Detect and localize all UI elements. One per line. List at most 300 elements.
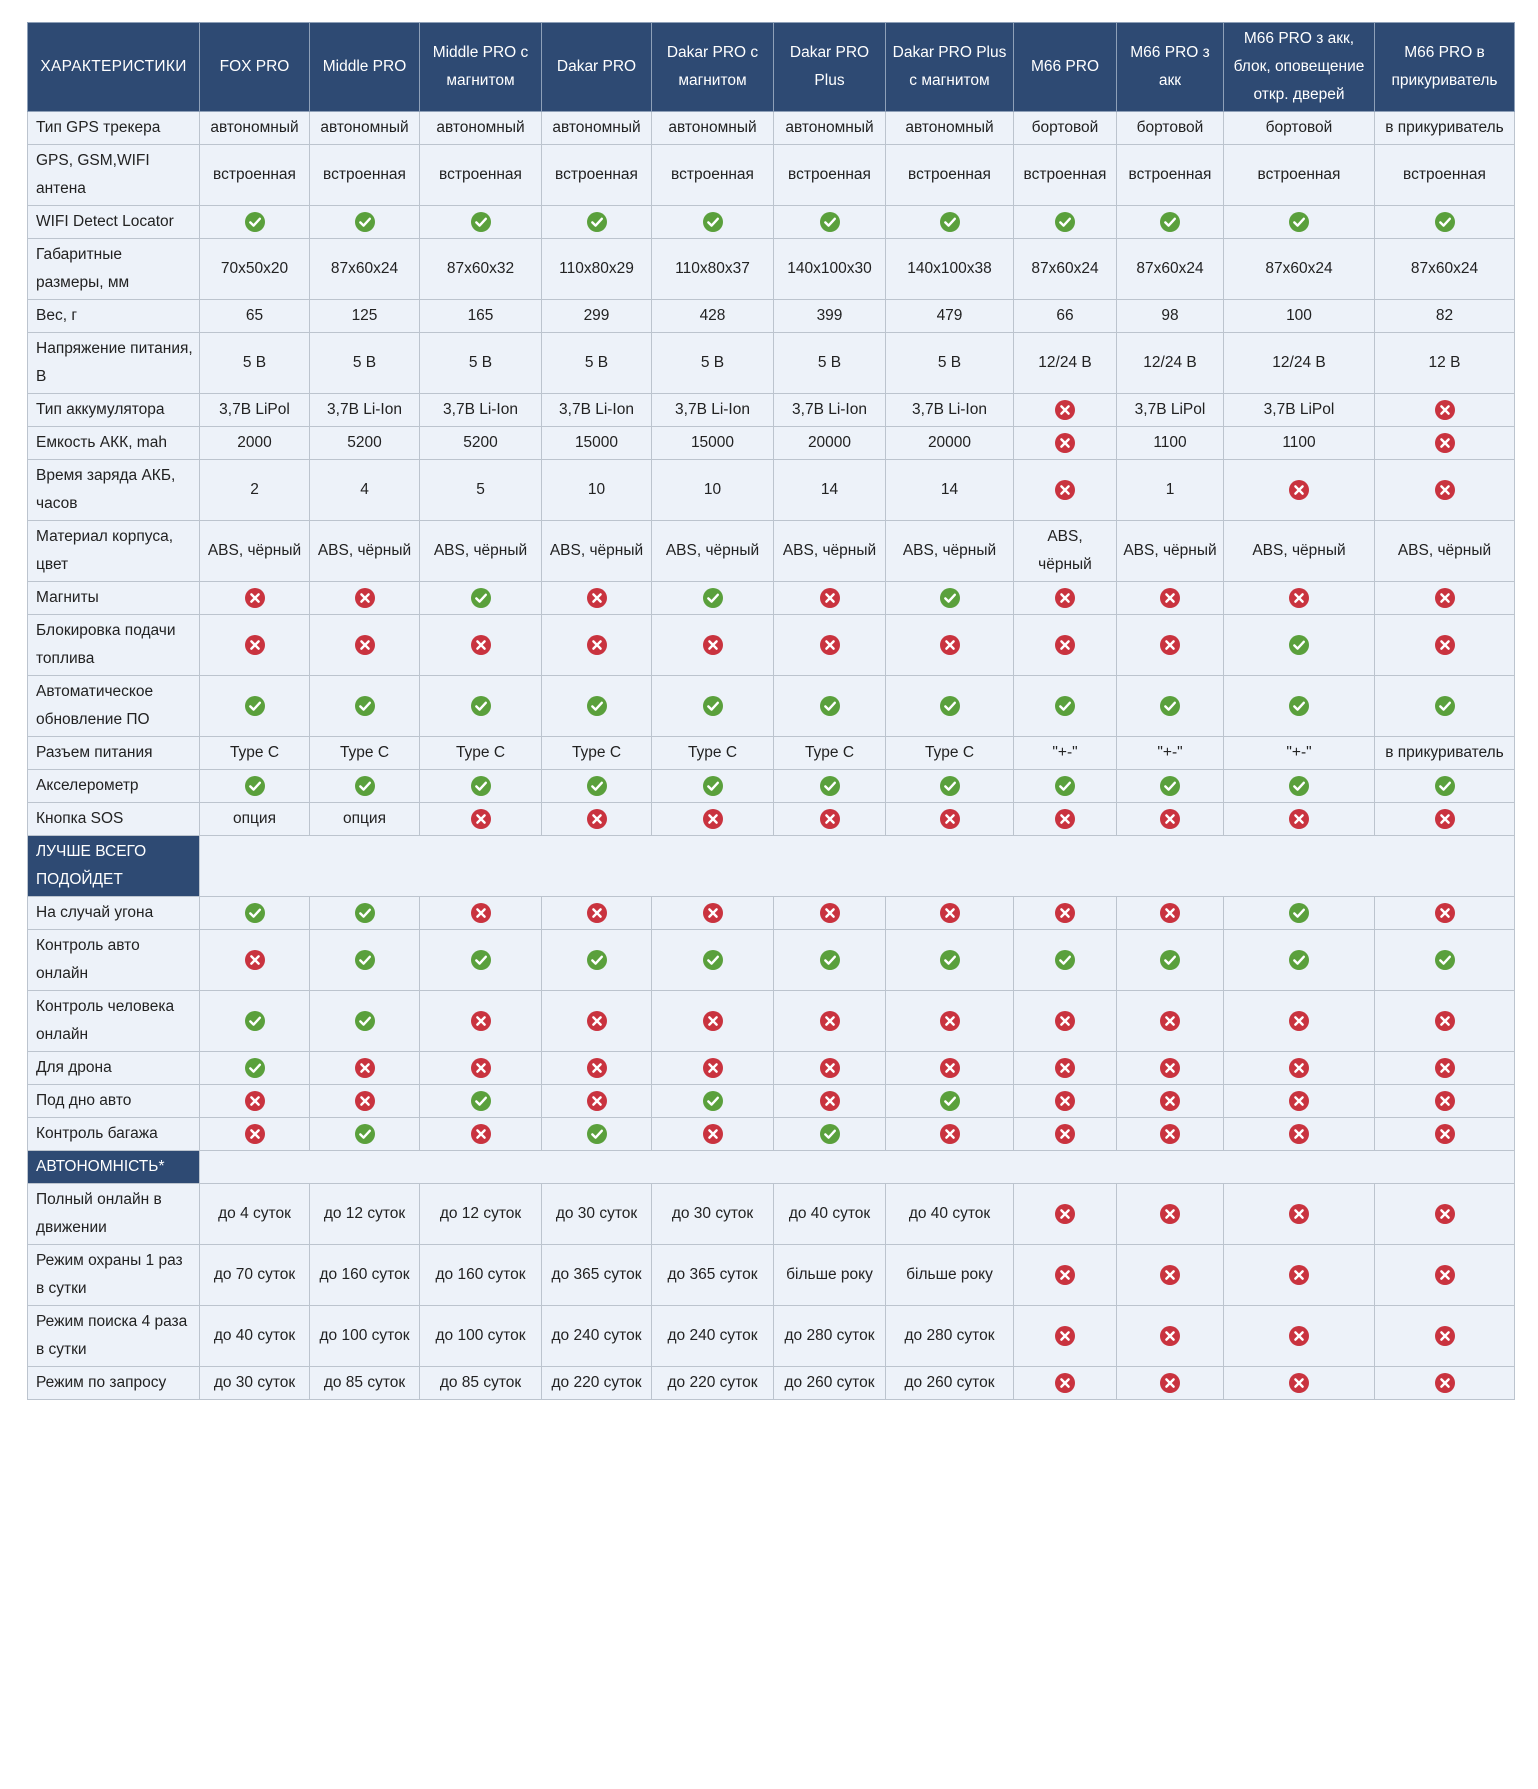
cross-circle-icon (1159, 1325, 1181, 1347)
cell-no (886, 1118, 1014, 1151)
table-row (28, 239, 1515, 300)
table-row (28, 333, 1515, 394)
cell-yes (542, 206, 652, 239)
header-model: M66 PRO з акк, блок, оповещение откр. дверей (1224, 23, 1375, 112)
cell-yes (200, 206, 310, 239)
table-cell: "+-" (1224, 737, 1375, 770)
cell-no (310, 1052, 420, 1085)
table-cell: 87x60x32 (420, 239, 542, 300)
cell-no (542, 803, 652, 836)
cell-no (200, 615, 310, 676)
cross-circle-icon (244, 1123, 266, 1145)
cell-no (1014, 394, 1117, 427)
cell-yes (310, 930, 420, 991)
cross-circle-icon (1434, 432, 1456, 454)
section-title: ЛУЧШЕ ВСЕГО ПОДОЙДЕТ (28, 836, 200, 897)
table-row (28, 394, 1515, 427)
cross-circle-icon (939, 1010, 961, 1032)
cross-circle-icon (1159, 902, 1181, 924)
table-cell: 87x60x24 (1117, 239, 1224, 300)
cell-no (542, 1052, 652, 1085)
cell-no (1224, 1052, 1375, 1085)
table-cell: до 280 суток (774, 1306, 886, 1367)
row-label: На случай угона (28, 897, 200, 930)
table-row (28, 1245, 1515, 1306)
table-cell: встроенная (1014, 145, 1117, 206)
cell-no (774, 803, 886, 836)
table-cell: до 280 суток (886, 1306, 1014, 1367)
table-row (28, 300, 1515, 333)
table-cell: 3,7В Li-Ion (420, 394, 542, 427)
table-cell: 70x50x20 (200, 239, 310, 300)
cross-circle-icon (586, 1057, 608, 1079)
cell-no (310, 1085, 420, 1118)
cross-circle-icon (1054, 1057, 1076, 1079)
table-cell: 10 (542, 460, 652, 521)
cell-no (1014, 897, 1117, 930)
table-cell: автономный (310, 112, 420, 145)
cross-circle-icon (1288, 1372, 1310, 1394)
cross-circle-icon (1054, 479, 1076, 501)
cross-circle-icon (1288, 1090, 1310, 1112)
cross-circle-icon (702, 808, 724, 830)
cell-no (1375, 1184, 1515, 1245)
cell-no (652, 615, 774, 676)
cell-no (1375, 991, 1515, 1052)
table-cell: автономный (420, 112, 542, 145)
row-label: Кнопка SOS (28, 803, 200, 836)
cell-yes (1014, 930, 1117, 991)
cross-circle-icon (1159, 1010, 1181, 1032)
cell-yes (774, 676, 886, 737)
header-model: Dakar PRO с магнитом (652, 23, 774, 112)
cross-circle-icon (1434, 587, 1456, 609)
table-row (28, 582, 1515, 615)
table-cell: 125 (310, 300, 420, 333)
cross-circle-icon (1054, 432, 1076, 454)
cell-yes (1375, 930, 1515, 991)
cell-no (1117, 582, 1224, 615)
table-cell: 140x100x30 (774, 239, 886, 300)
table-cell: ABS, чёрный (542, 521, 652, 582)
cell-yes (1224, 206, 1375, 239)
cell-yes (774, 930, 886, 991)
cell-no (1375, 1052, 1515, 1085)
cell-yes (1014, 206, 1117, 239)
row-label: Тип аккумулятора (28, 394, 200, 427)
table-row (28, 770, 1515, 803)
cell-no (652, 1052, 774, 1085)
cell-no (652, 803, 774, 836)
check-circle-icon (354, 695, 376, 717)
check-circle-icon (1434, 211, 1456, 233)
cell-no (1117, 897, 1224, 930)
table-cell: до 160 суток (420, 1245, 542, 1306)
cell-no (420, 1052, 542, 1085)
table-cell: Type C (542, 737, 652, 770)
cell-no (1117, 615, 1224, 676)
table-row (28, 991, 1515, 1052)
table-row (28, 112, 1515, 145)
check-circle-icon (1159, 695, 1181, 717)
cell-no (1224, 1245, 1375, 1306)
cell-no (1224, 460, 1375, 521)
cross-circle-icon (470, 1123, 492, 1145)
row-label: Для дрона (28, 1052, 200, 1085)
check-circle-icon (470, 775, 492, 797)
cell-no (200, 930, 310, 991)
cross-circle-icon (1288, 479, 1310, 501)
cell-yes (886, 206, 1014, 239)
cross-circle-icon (586, 808, 608, 830)
table-cell: встроенная (542, 145, 652, 206)
table-cell: 1100 (1117, 427, 1224, 460)
check-circle-icon (244, 695, 266, 717)
table-cell: до 30 суток (542, 1184, 652, 1245)
cross-circle-icon (819, 808, 841, 830)
cell-no (652, 991, 774, 1052)
cell-yes (774, 206, 886, 239)
table-row (28, 206, 1515, 239)
cross-circle-icon (1434, 1264, 1456, 1286)
cross-circle-icon (470, 634, 492, 656)
check-circle-icon (702, 775, 724, 797)
check-circle-icon (819, 695, 841, 717)
row-label: Режим по запросу (28, 1367, 200, 1400)
cell-yes (200, 676, 310, 737)
table-cell: в прикуриватель (1375, 737, 1515, 770)
cross-circle-icon (819, 634, 841, 656)
cell-no (886, 803, 1014, 836)
cross-circle-icon (819, 1010, 841, 1032)
table-cell: більше року (774, 1245, 886, 1306)
row-label: Блокировка подачи топлива (28, 615, 200, 676)
table-cell: до 365 суток (652, 1245, 774, 1306)
cross-circle-icon (702, 1057, 724, 1079)
header-characteristics: ХАРАКТЕРИСТИКИ (28, 23, 200, 112)
cell-yes (420, 930, 542, 991)
cell-no (774, 897, 886, 930)
check-circle-icon (702, 211, 724, 233)
cross-circle-icon (1054, 1010, 1076, 1032)
cell-yes (542, 1118, 652, 1151)
check-circle-icon (354, 211, 376, 233)
cell-no (1375, 803, 1515, 836)
cross-circle-icon (1054, 1203, 1076, 1225)
table-cell: ABS, чёрный (310, 521, 420, 582)
cross-circle-icon (1054, 902, 1076, 924)
table-cell: 3,7В LiPol (1224, 394, 1375, 427)
cell-yes (1375, 770, 1515, 803)
cross-circle-icon (354, 634, 376, 656)
cell-no (1375, 1245, 1515, 1306)
check-circle-icon (702, 587, 724, 609)
cell-no (1375, 897, 1515, 930)
cell-no (420, 615, 542, 676)
table-cell: 100 (1224, 300, 1375, 333)
check-circle-icon (244, 1010, 266, 1032)
cell-no (1117, 1245, 1224, 1306)
check-circle-icon (470, 211, 492, 233)
cross-circle-icon (1434, 399, 1456, 421)
cell-no (1014, 1118, 1117, 1151)
cell-yes (652, 676, 774, 737)
cell-yes (420, 676, 542, 737)
cell-yes (310, 770, 420, 803)
cell-no (1224, 1184, 1375, 1245)
cross-circle-icon (702, 634, 724, 656)
cell-yes (310, 206, 420, 239)
header-model: Middle PRO (310, 23, 420, 112)
row-label: Магниты (28, 582, 200, 615)
check-circle-icon (1288, 211, 1310, 233)
table-cell: встроенная (1375, 145, 1515, 206)
check-circle-icon (1054, 695, 1076, 717)
cross-circle-icon (1434, 1090, 1456, 1112)
cross-circle-icon (1054, 399, 1076, 421)
cell-no (1117, 1085, 1224, 1118)
cross-circle-icon (244, 587, 266, 609)
cell-no (1117, 803, 1224, 836)
table-cell: 87x60x24 (310, 239, 420, 300)
cell-yes (310, 897, 420, 930)
cell-no (1375, 1085, 1515, 1118)
cell-no (1014, 582, 1117, 615)
table-cell: "+-" (1117, 737, 1224, 770)
check-circle-icon (1159, 775, 1181, 797)
cross-circle-icon (939, 1057, 961, 1079)
table-cell: 5 В (420, 333, 542, 394)
check-circle-icon (939, 695, 961, 717)
cell-no (652, 897, 774, 930)
cell-yes (542, 930, 652, 991)
cross-circle-icon (939, 808, 961, 830)
cell-yes (310, 1118, 420, 1151)
cross-circle-icon (1434, 1372, 1456, 1394)
cross-circle-icon (1159, 1057, 1181, 1079)
cross-circle-icon (1434, 902, 1456, 924)
cell-no (1014, 427, 1117, 460)
table-row (28, 897, 1515, 930)
check-circle-icon (1159, 949, 1181, 971)
cell-no (886, 897, 1014, 930)
check-circle-icon (1159, 211, 1181, 233)
cell-no (1014, 1052, 1117, 1085)
cell-no (886, 615, 1014, 676)
cross-circle-icon (939, 1123, 961, 1145)
cross-circle-icon (1288, 1057, 1310, 1079)
table-cell: 5200 (310, 427, 420, 460)
cell-yes (1375, 206, 1515, 239)
row-label: Напряжение питания, В (28, 333, 200, 394)
cross-circle-icon (1288, 808, 1310, 830)
cell-no (1375, 394, 1515, 427)
table-row (28, 1052, 1515, 1085)
check-circle-icon (702, 695, 724, 717)
cell-no (1117, 1052, 1224, 1085)
table-row (28, 803, 1515, 836)
table-cell: 2 (200, 460, 310, 521)
table-cell: 5 В (774, 333, 886, 394)
row-label: Вес, г (28, 300, 200, 333)
check-circle-icon (1288, 695, 1310, 717)
table-cell: 87x60x24 (1224, 239, 1375, 300)
table-cell: автономный (542, 112, 652, 145)
check-circle-icon (819, 211, 841, 233)
check-circle-icon (702, 1090, 724, 1112)
cross-circle-icon (819, 1057, 841, 1079)
cell-no (1117, 1118, 1224, 1151)
check-circle-icon (1054, 949, 1076, 971)
cell-no (1224, 1118, 1375, 1151)
table-cell: Type C (774, 737, 886, 770)
table-cell: 15000 (542, 427, 652, 460)
table-cell: 14 (774, 460, 886, 521)
cell-no (1375, 460, 1515, 521)
cell-no (1014, 1306, 1117, 1367)
cell-no (886, 1052, 1014, 1085)
table-cell: 87x60x24 (1014, 239, 1117, 300)
table-cell: 5 В (542, 333, 652, 394)
check-circle-icon (354, 949, 376, 971)
check-circle-icon (354, 902, 376, 924)
cell-yes (310, 991, 420, 1052)
check-circle-icon (1434, 775, 1456, 797)
table-cell: до 30 суток (652, 1184, 774, 1245)
check-circle-icon (470, 587, 492, 609)
table-cell: в прикуриватель (1375, 112, 1515, 145)
cross-circle-icon (1054, 1090, 1076, 1112)
table-cell: до 70 суток (200, 1245, 310, 1306)
cell-yes (200, 1052, 310, 1085)
header-model: Dakar PRO Plus (774, 23, 886, 112)
header-model: Dakar PRO Plus с магнитом (886, 23, 1014, 112)
check-circle-icon (470, 949, 492, 971)
cell-yes (652, 770, 774, 803)
cell-yes (886, 770, 1014, 803)
table-cell: ABS, чёрный (1117, 521, 1224, 582)
table-cell: до 30 суток (200, 1367, 310, 1400)
section-filler (200, 1151, 1515, 1184)
cross-circle-icon (470, 1010, 492, 1032)
cross-circle-icon (1054, 1325, 1076, 1347)
cell-no (1224, 1085, 1375, 1118)
cell-yes (1117, 770, 1224, 803)
check-circle-icon (939, 1090, 961, 1112)
row-label: Контроль авто онлайн (28, 930, 200, 991)
table-cell: до 12 суток (310, 1184, 420, 1245)
check-circle-icon (586, 695, 608, 717)
cell-no (420, 991, 542, 1052)
table-row (28, 145, 1515, 206)
cell-no (1375, 427, 1515, 460)
cross-circle-icon (470, 808, 492, 830)
cross-circle-icon (244, 949, 266, 971)
gps-tracker-comparison-table (27, 22, 1515, 1400)
cell-no (1117, 1367, 1224, 1400)
cross-circle-icon (1434, 634, 1456, 656)
cross-circle-icon (1054, 1123, 1076, 1145)
table-cell: ABS, чёрный (200, 521, 310, 582)
table-row (28, 521, 1515, 582)
table-cell: 3,7В Li-Ion (542, 394, 652, 427)
row-label: WIFI Detect Locator (28, 206, 200, 239)
cell-no (886, 991, 1014, 1052)
cell-no (1014, 991, 1117, 1052)
cell-yes (1224, 897, 1375, 930)
check-circle-icon (470, 1090, 492, 1112)
table-cell: ABS, чёрный (420, 521, 542, 582)
table-cell: бортовой (1014, 112, 1117, 145)
table-row (28, 1367, 1515, 1400)
table-cell: 5 В (310, 333, 420, 394)
table-cell: 299 (542, 300, 652, 333)
table-cell: 12/24 В (1014, 333, 1117, 394)
cell-no (1224, 991, 1375, 1052)
check-circle-icon (939, 211, 961, 233)
cell-yes (420, 1085, 542, 1118)
cell-no (542, 1085, 652, 1118)
cell-no (1014, 1184, 1117, 1245)
cross-circle-icon (819, 1090, 841, 1112)
cross-circle-icon (586, 634, 608, 656)
table-cell: 1 (1117, 460, 1224, 521)
cell-yes (1014, 676, 1117, 737)
cross-circle-icon (586, 1090, 608, 1112)
section-header-row (28, 836, 1515, 897)
table-cell: 165 (420, 300, 542, 333)
cross-circle-icon (1159, 1372, 1181, 1394)
cell-yes (774, 770, 886, 803)
table-cell: 428 (652, 300, 774, 333)
row-label: Тип GPS трекера (28, 112, 200, 145)
check-circle-icon (1434, 695, 1456, 717)
cell-yes (886, 582, 1014, 615)
check-circle-icon (939, 587, 961, 609)
header-model: M66 PRO з акк (1117, 23, 1224, 112)
cell-yes (542, 676, 652, 737)
cell-yes (1117, 676, 1224, 737)
row-label: Режим охраны 1 раз в сутки (28, 1245, 200, 1306)
cell-yes (886, 930, 1014, 991)
cross-circle-icon (1288, 1123, 1310, 1145)
check-circle-icon (939, 949, 961, 971)
cell-yes (200, 897, 310, 930)
table-cell: 479 (886, 300, 1014, 333)
cross-circle-icon (1288, 1325, 1310, 1347)
cell-no (420, 803, 542, 836)
cross-circle-icon (1434, 1010, 1456, 1032)
cross-circle-icon (1434, 1203, 1456, 1225)
table-cell: до 40 суток (886, 1184, 1014, 1245)
cross-circle-icon (1288, 1010, 1310, 1032)
cell-no (1117, 1184, 1224, 1245)
cell-no (420, 1118, 542, 1151)
table-row (28, 1306, 1515, 1367)
cross-circle-icon (1159, 587, 1181, 609)
row-label: GPS, GSM,WIFI антена (28, 145, 200, 206)
row-label: Материал корпуса, цвет (28, 521, 200, 582)
check-circle-icon (354, 1010, 376, 1032)
cross-circle-icon (702, 1010, 724, 1032)
cell-yes (1375, 676, 1515, 737)
cell-yes (310, 676, 420, 737)
table-cell: 3,7В Li-Ion (886, 394, 1014, 427)
table-row (28, 427, 1515, 460)
check-circle-icon (354, 1123, 376, 1145)
cell-yes (1224, 930, 1375, 991)
table-cell: встроенная (200, 145, 310, 206)
